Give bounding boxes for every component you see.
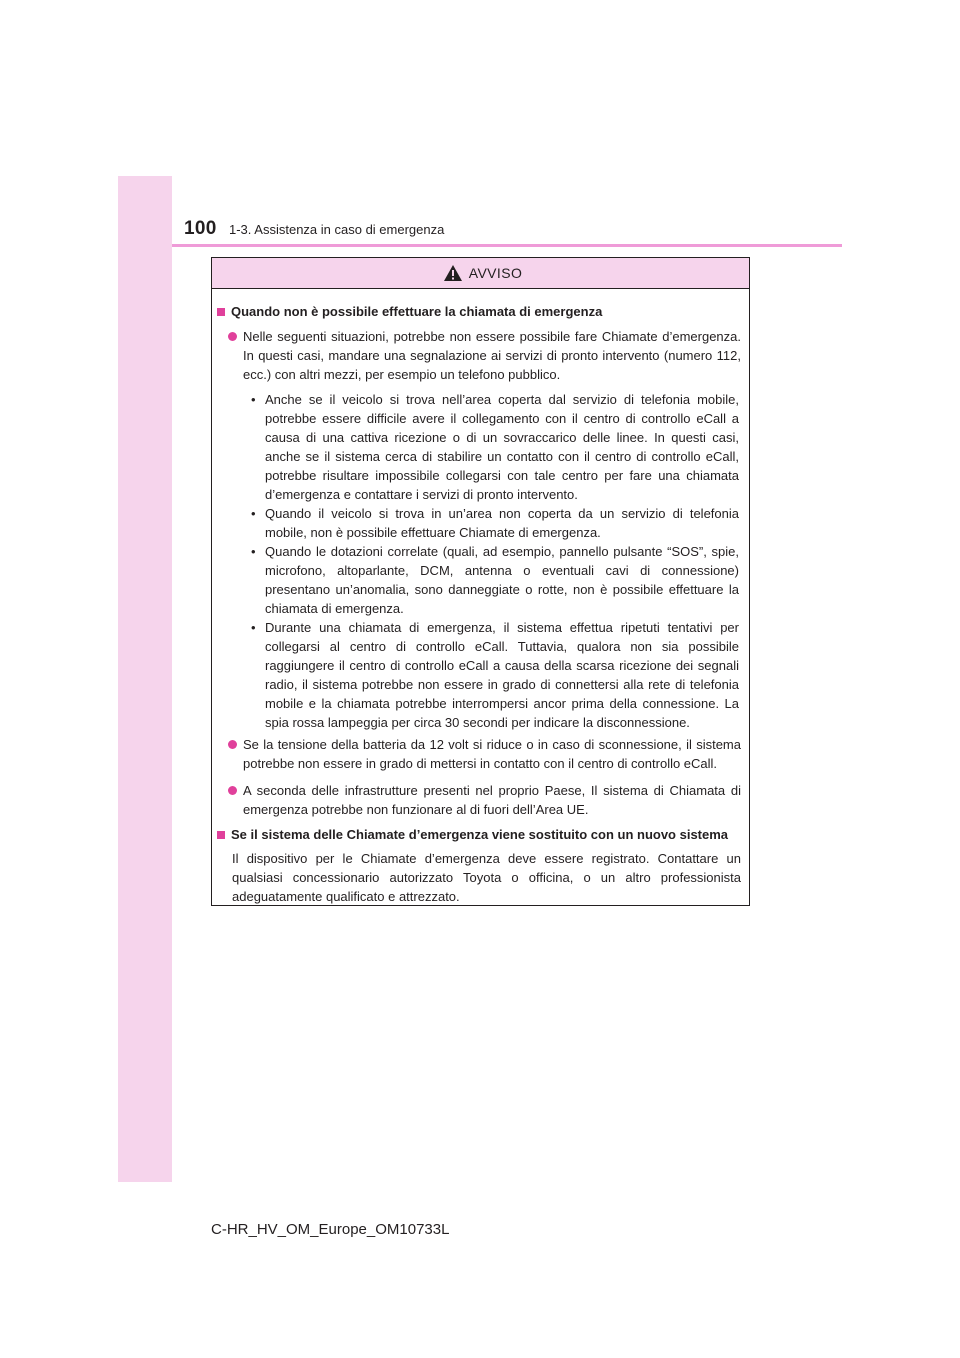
sub-list-item: • Anche se il veicolo si trova nell’area coperta dal servizio di telefonia mobile, potrebbe essere difficile avere il collegamento con il centro di controllo eCall a causa di una cattiva ricezione o di un sovraccarico delle linee. In questi casi, anche se il sistema cerca di stabilire un contatto con il centro di controllo eCall, potrebbe risultare impossibile collegarsi con tale centro per fare una chiamata d’emergenza e contattare i servizi di pronto intervento. [251,392,739,502]
warning-header [212,258,749,289]
warning-body [212,289,749,906]
list-item: Se la tensione della batteria da 12 volt si riduce o in caso di sconnessione, il sistema potrebbe non essere in grado di mettersi in contatto con il centro di controllo eCall. [228,735,741,773]
warning-triangle-icon [443,264,469,282]
dot-bullet-icon: • [251,620,256,635]
warning-box [211,257,750,906]
header-rule [172,244,842,247]
circle-bullet-icon [228,786,237,795]
dot-bullet-icon: • [251,506,256,521]
dot-bullet-icon: • [251,544,256,559]
sub-list-item: • Durante una chiamata di emergenza, il sistema effettua ripetuti tentativi per collegarsi al centro di controllo eCall. Tuttavia, qualora non sia possibile raggiungere il centro di controllo eCall a causa della scarsa ricezione dei segnali radio, il sistema potrebbe non essere in grado di connettersi alla rete di telefonia mobile e la chiamata potrebbe interrompersi ancor prima della connessione. La spia rossa lampeggia per circa 30 secondi per indicare la disconnessione. [251,620,739,730]
section-title: 1-3. Assistenza in caso di emergenza [229,222,445,237]
section-heading: Quando non è possibile effettuare la chiamata di emergenza [217,302,741,321]
circle-bullet-icon [228,740,237,749]
dot-bullet-icon: • [251,392,256,407]
section-heading: Se il sistema delle Chiamate d’emergenza viene sostituito con un nuovo sistema [217,825,741,844]
sub-list [251,390,739,732]
paragraph: Il dispositivo per le Chiamate d’emergenza deve essere registrato. Contattare un qualsiasi concessionario autorizzato Toyota o officina, o un altro professionista adeguatamente qualificato e attrezzato. [232,851,741,904]
square-bullet-icon [217,308,225,316]
warning-label: AVVISO [468,265,523,281]
list-item: Nelle seguenti situazioni, potrebbe non essere possibile fare Chiamate d’emergenza. In questi casi, mandare una segnalazione ai servizi di pronto intervento (numero 112, ecc.) con altri mezzi, per esempio un telefono pubblico. [228,327,741,384]
sub-list-item: • Quando le dotazioni correlate (quali, ad esempio, pannello pulsante “SOS”, spie, microfono, altoparlante, DCM, antenna o eventuali cavi di connessione) presentano un’anomalia, sono danneggiate o rotte, non è possibile effettuare la chiamata di emergenza. [251,544,739,616]
document-code: C-HR_HV_OM_Europe_OM10733L [211,1221,450,1238]
side-tab-band [118,176,172,1182]
sub-list-item: • Quando il veicolo si trova in un’area non coperta da un servizio di telefonia mobile, non è possibile effettuare Chiamate di emergenza. [251,506,739,540]
list-item: A seconda delle infrastrutture presenti nel proprio Paese, Il sistema di Chiamata di emergenza potrebbe non funzionare al di fuori dell’Area UE. [228,781,741,819]
page-number: 100 [184,218,217,239]
circle-bullet-icon [228,332,237,341]
square-bullet-icon [217,831,225,839]
